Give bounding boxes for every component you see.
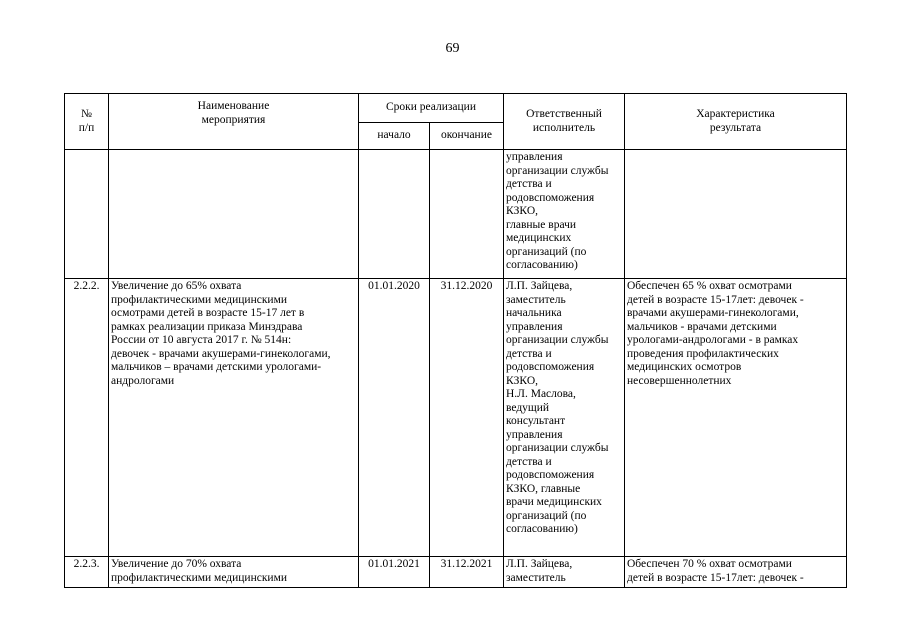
cell-responsible-line: детства и [506, 178, 552, 190]
table-row [65, 557, 847, 588]
cell-name-line: профилактическими медицинскими [111, 571, 288, 584]
cell-responsible-line: Л.П. Зайцева, [506, 280, 573, 292]
cell-responsible-line: Л.П. Зайцева, [506, 558, 573, 570]
cell-name-line: андрологами [111, 374, 175, 387]
header-name-line: мероприятия [201, 113, 266, 126]
cell-result-line: детей в возрасте 15-17лет: девочек - [627, 571, 804, 584]
cell-result [625, 150, 847, 279]
cell-responsible-line: главные врачи [506, 218, 577, 231]
cell-name-line: рамках реализации приказа Минздрава [111, 320, 303, 333]
cell-num [65, 150, 109, 279]
cell-result-line: детей в возрасте 15-17лет: девочек - [627, 293, 804, 306]
cell-result [625, 279, 847, 557]
cell-responsible-line: согласованию) [506, 523, 578, 535]
cell-responsible-line: врачи медицинских [506, 496, 602, 508]
cell-responsible [504, 150, 625, 279]
cell-responsible-line: организаций (по [506, 245, 587, 258]
cell-result-line: мальчиков - врачами детскими [627, 320, 777, 333]
cell-start: 01.01.2020 [359, 279, 430, 557]
cell-name-line: Увеличение до 65% охвата [111, 280, 242, 292]
header-name-line: Наименование [197, 100, 270, 112]
cell-responsible-line: КЗКО, [506, 374, 538, 387]
cell-responsible-line: управления [506, 428, 563, 441]
cell-responsible-line: консультант [506, 415, 566, 427]
cell-end: 31.12.2020 [430, 279, 504, 557]
cell-responsible-line: согласованию) [506, 259, 578, 271]
cell-name-line: мальчиков – врачами детскими урологами- [111, 361, 322, 373]
header-start: начало [359, 123, 430, 150]
cell-result-line: проведения профилактических [627, 347, 779, 360]
cell-result-line: Обеспечен 70 % охват осмотрами [627, 558, 792, 570]
activities-table [64, 93, 847, 588]
cell-num: 2.2.3. [65, 557, 109, 588]
cell-name-line: девочек - врачами акушерами-гинекологами, [111, 347, 331, 360]
cell-name-line: осмотрами детей в возрасте 15-17 лет в [111, 307, 305, 319]
cell-name-line: России от 10 августа 2017 г. № 514н: [111, 334, 292, 346]
cell-responsible-line: родовспоможения [506, 191, 595, 204]
header-name [109, 94, 359, 150]
cell-responsible-line: управления [506, 151, 563, 163]
header-result [625, 94, 847, 150]
cell-responsible-line: начальника [506, 307, 562, 319]
cell-result-line: несовершеннолетних [627, 374, 732, 387]
cell-num: 2.2.2. [65, 279, 109, 557]
cell-end: 31.12.2021 [430, 557, 504, 588]
header-responsible-line: Ответственный [526, 108, 602, 120]
header-result-line: результата [709, 121, 762, 134]
cell-responsible-line: управления [506, 320, 563, 333]
cell-responsible-line: родовспоможения [506, 469, 595, 481]
header-end: окончание [430, 123, 504, 150]
cell-responsible-line: КЗКО, [506, 205, 538, 217]
table-row [65, 150, 847, 279]
header-num-line: п/п [78, 121, 95, 134]
cell-responsible-line: ведущий [506, 401, 550, 414]
table-row [65, 279, 847, 557]
cell-responsible-line: детства и [506, 347, 552, 360]
cell-start [359, 150, 430, 279]
header-responsible-line: исполнитель [532, 121, 596, 134]
cell-responsible-line: Н.Л. Маслова, [506, 388, 576, 400]
cell-responsible-line: организации службы [506, 334, 609, 346]
cell-start: 01.01.2021 [359, 557, 430, 588]
header-num-line: № [81, 108, 92, 120]
table-body [65, 150, 847, 588]
cell-responsible [504, 279, 625, 557]
cell-responsible-line: родовспоможения [506, 361, 595, 373]
cell-name [109, 150, 359, 279]
cell-responsible-line: детства и [506, 455, 552, 468]
cell-responsible-line: медицинских [506, 232, 572, 244]
cell-responsible [504, 557, 625, 588]
cell-name-line: Увеличение до 70% охвата [111, 558, 242, 570]
cell-result-line: урологами-андрологами - в рамках [627, 334, 799, 346]
cell-responsible-line: организации службы [506, 442, 609, 454]
header-row [65, 94, 847, 123]
page-number: 69 [445, 41, 460, 56]
cell-end [430, 150, 504, 279]
cell-responsible-line: заместитель [506, 571, 566, 584]
cell-responsible-line: организации службы [506, 164, 609, 177]
cell-responsible-line: КЗКО, главные [506, 482, 581, 495]
cell-result-line: врачами акушерами-гинекологами, [627, 307, 799, 319]
cell-result-line: медицинских осмотров [627, 361, 742, 373]
cell-result [625, 557, 847, 588]
cell-responsible-line: организаций (по [506, 509, 587, 522]
header-terms: Сроки реализации [359, 94, 504, 123]
header-responsible [504, 94, 625, 150]
cell-name-line: профилактическими медицинскими [111, 293, 288, 306]
cell-responsible-line: заместитель [506, 293, 566, 306]
header-num [65, 94, 109, 150]
cell-name [109, 557, 359, 588]
header-result-line: Характеристика [696, 108, 775, 120]
cell-name [109, 279, 359, 557]
cell-result-line: Обеспечен 65 % охват осмотрами [627, 280, 792, 292]
